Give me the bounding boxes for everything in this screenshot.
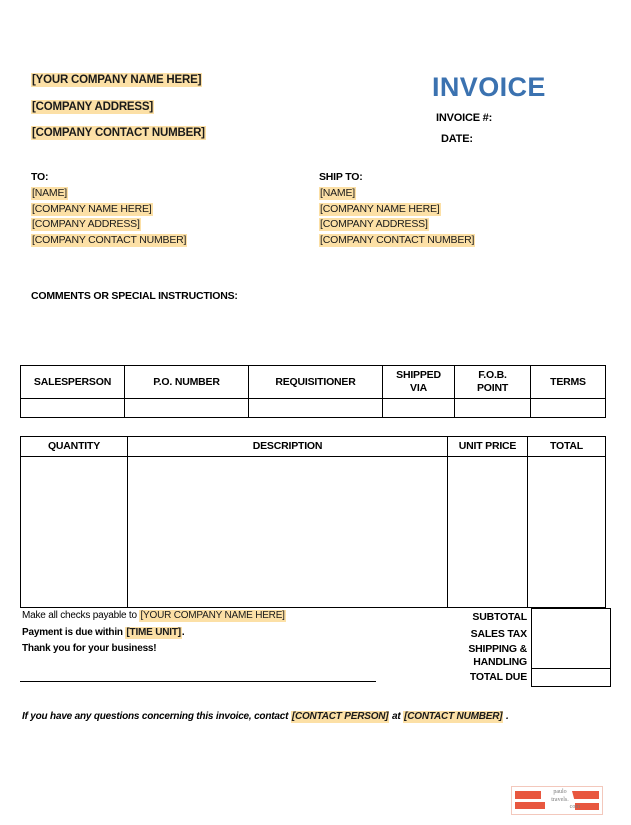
bill-to-block [31,171,301,249]
cell-terms[interactable] [531,399,606,418]
bill-to-name-placeholder[interactable]: [NAME] [32,187,67,199]
column-header-quantity: QUANTITY [21,437,128,457]
cell-salesperson[interactable] [21,399,125,418]
company-name-line [31,73,361,87]
line-items-table [20,436,606,608]
bill-to-line [31,234,301,247]
cell-po-number[interactable] [125,399,249,418]
logo-text [538,789,582,812]
header-text: P.O. NUMBER [153,375,220,388]
ship-to-line [319,218,589,231]
company-contact-line [31,126,361,140]
footer-prefix-text: If you have any questions concerning this invoice, contact [22,711,291,722]
column-header-total: TOTAL [528,437,606,457]
totals-row-subtotal [445,609,611,626]
ship-to-address-placeholder[interactable]: [COMPANY ADDRESS] [320,218,428,230]
contact-person-placeholder[interactable]: [CONTACT PERSON] [291,711,389,722]
ship-to-label: SHIP TO: [319,171,363,183]
header-text: SALESPERSON [33,375,112,388]
logo-text-line-3: com [569,804,580,810]
company-contact-placeholder[interactable]: [COMPANY CONTACT NUMBER] [32,127,205,139]
column-header-shipped-via [383,366,455,399]
totals-value-box[interactable] [532,609,611,669]
page-title: INVOICE [432,72,546,102]
column-header-unit-price: UNIT PRICE [448,437,528,457]
column-header-fob-point [455,366,531,399]
header-text: VIA [410,382,427,394]
cell-fob-point[interactable] [455,399,531,418]
ship-to-contact-placeholder[interactable]: [COMPANY CONTACT NUMBER] [320,233,475,246]
bill-to-line [31,203,301,216]
bill-to-line [31,218,301,231]
cell-unit-price[interactable] [448,457,528,608]
header-text: TERMS [550,375,586,388]
header-text: SHIPPED [396,369,441,381]
column-header-requisitioner [249,366,383,399]
footer-middle-text: at [389,711,404,722]
due-prefix-text: Payment is due within [22,626,126,638]
subtotal-label: SUBTOTAL [445,609,532,626]
time-unit-placeholder[interactable]: [TIME UNIT] [126,626,181,638]
column-header-po-number [125,366,249,399]
ship-to-line [319,234,589,247]
bill-to-line [31,187,301,200]
sales-tax-label: SALES TAX [445,626,532,643]
contact-number-placeholder[interactable]: [CONTACT NUMBER] [404,711,503,722]
company-address-line [31,100,361,114]
shipping-handling-label: SHIPPING & HANDLING [445,643,532,669]
cell-description[interactable] [128,457,448,608]
payment-note-line-3: Thank you for your business! [22,643,157,654]
footer-suffix-text: . [503,711,509,722]
table-header-row [21,366,606,399]
ship-to-block [319,171,589,249]
invoice-number-label: INVOICE #: [436,112,493,124]
table-header-row [21,437,606,457]
ship-to-name-placeholder[interactable]: [NAME] [320,187,355,199]
total-due-value[interactable] [532,669,611,687]
ship-to-line [319,187,589,200]
header-text: F.O.B. [478,369,507,381]
bill-to-contact-placeholder[interactable]: [COMPANY CONTACT NUMBER] [32,233,187,246]
payment-note-line-2 [22,627,442,639]
order-info-table [20,365,606,418]
company-name-placeholder[interactable]: [YOUR COMPANY NAME HERE] [32,74,202,86]
column-header-description: DESCRIPTION [128,437,448,457]
logo [511,786,603,815]
company-address-placeholder[interactable]: [COMPANY ADDRESS] [32,100,153,113]
payable-prefix-text: Make all checks payable to [22,610,140,621]
total-due-label: TOTAL DUE [445,669,532,687]
ship-to-line [319,203,589,216]
invoice-date-label: DATE: [441,133,473,145]
payment-note-block [22,610,442,659]
company-block [31,73,361,153]
bill-to-company-placeholder[interactable]: [COMPANY NAME HERE] [32,202,152,215]
cell-requisitioner[interactable] [249,399,383,418]
ship-to-company-placeholder[interactable]: [COMPANY NAME HERE] [320,202,440,215]
logo-text-line-2: travels. [551,796,569,803]
cell-shipped-via[interactable] [383,399,455,418]
column-header-terms [531,366,606,399]
logo-text-line-1: paulo [553,789,567,795]
column-header-salesperson [21,366,125,399]
totals-table [445,608,611,687]
payable-company-placeholder[interactable]: [YOUR COMPANY NAME HERE] [140,610,285,621]
due-suffix-text: . [181,626,185,638]
cell-total[interactable] [528,457,606,608]
header-text: POINT [476,382,509,394]
bill-to-label: TO: [31,171,49,183]
table-row [21,457,606,608]
totals-row-total-due [445,669,611,687]
payment-note-line-1 [22,610,442,622]
footer-divider [20,681,376,682]
bill-to-address-placeholder[interactable]: [COMPANY ADDRESS] [32,218,140,230]
table-row [21,399,606,418]
footer-contact-line [22,711,509,723]
cell-quantity[interactable] [21,457,128,608]
header-text: REQUISITIONER [275,375,356,388]
invoice-meta-block [436,112,566,154]
comments-label: COMMENTS OR SPECIAL INSTRUCTIONS: [31,290,238,302]
